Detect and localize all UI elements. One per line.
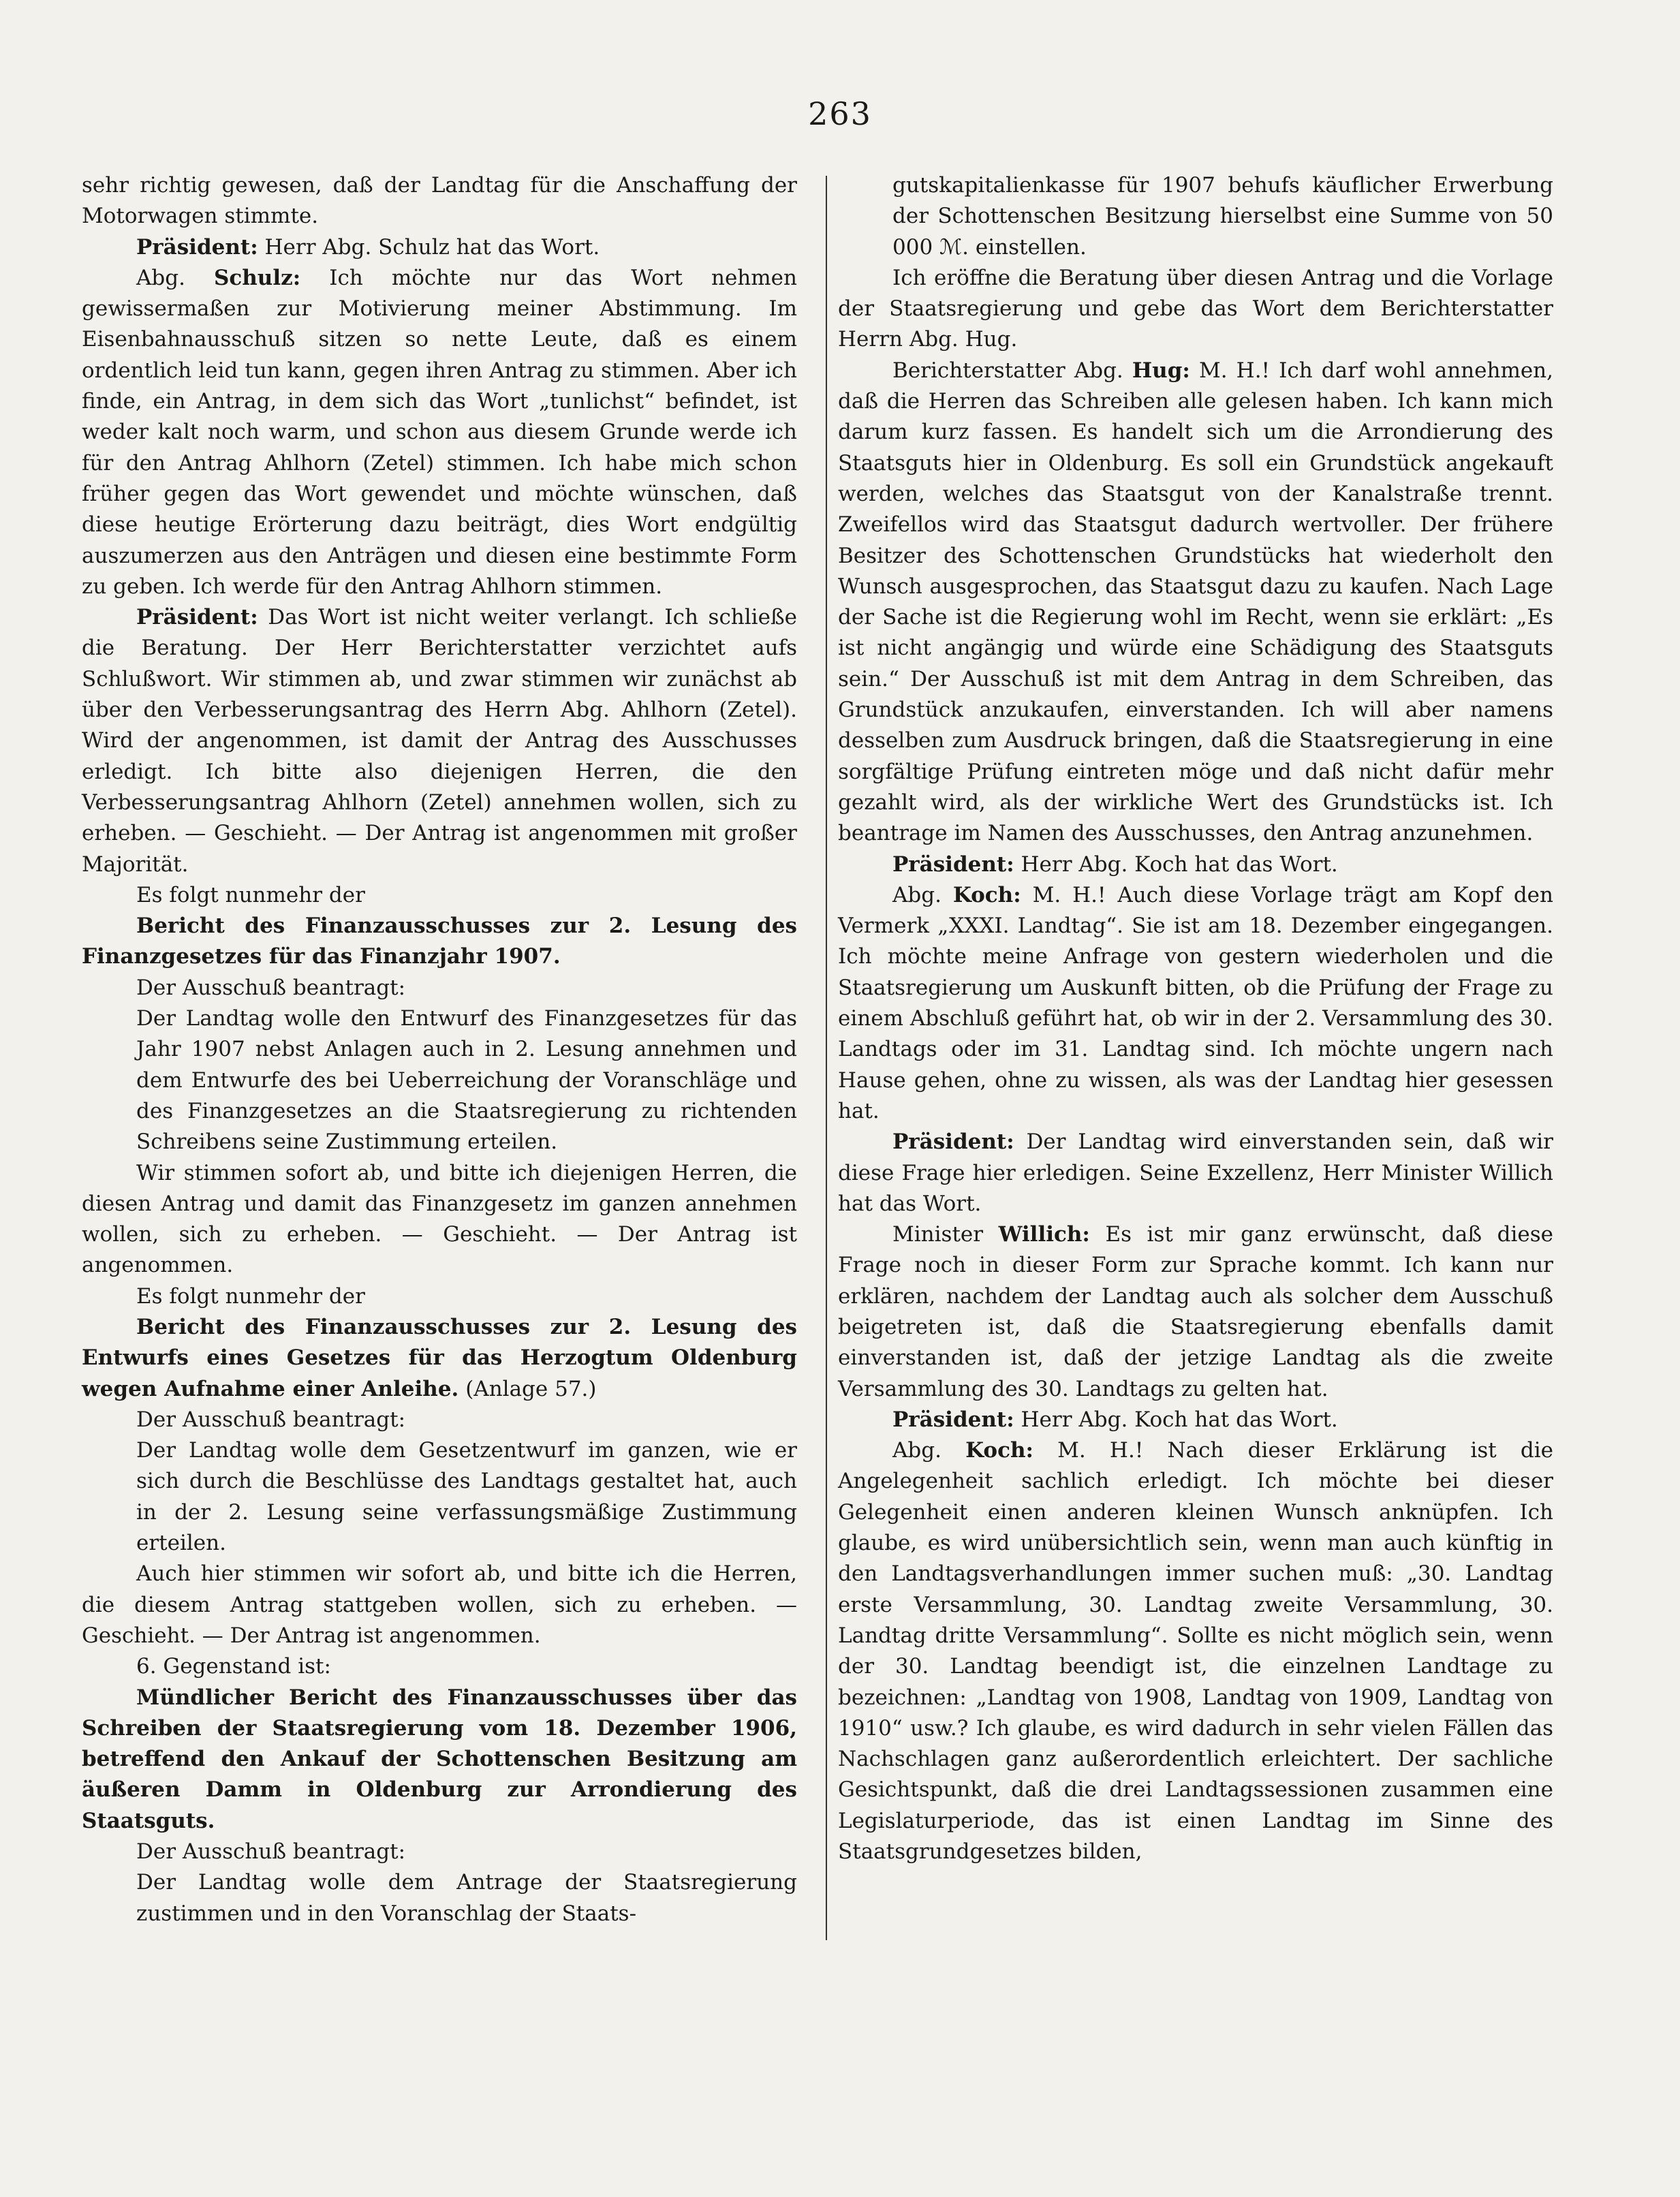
paragraph <box>838 850 1553 880</box>
paragraph <box>838 1219 1553 1405</box>
paragraph-text: gutskapitalienkasse für 1907 behufs käuflicher Erwerbung der Schottenschen Besitzung hierselbst eine Summe von 50 000 ℳ. einstellen. <box>892 173 1553 260</box>
paragraph-text: Der Landtag wird einverstanden sein, daß wir diese Frage hier erledigen. Seine Exzellenz, Herr Minister Willich hat das Wort. <box>838 1129 1553 1216</box>
speaker-role: Berichterstatter Abg. <box>892 358 1132 383</box>
paragraph-text: Das Wort ist nicht weiter verlangt. Ich schließe die Beratung. Der Herr Berichterstatter verzichtet aufs Schlußwort. Wir stimmen ab, und zwar stimmen wir zunächst ab über den Verbesserungsantrag des Herrn Abg. Ahlhorn (Zetel). Wird der angenommen, ist damit der Antrag des Ausschusses erledigt. Ich bitte also diejenigen Herren, die den Verbesserungsantrag Ahlhorn (Zetel) annehmen wollen, sich zu erheben. — Geschieht. — Der Antrag ist angenommen mit großer Majorität. <box>82 605 797 877</box>
paragraph-text: Wir stimmen sofort ab, und bitte ich diejenigen Herren, die diesen Antrag und damit das Finanzgesetz im ganzen annehmen wollen, sich zu erheben. — Geschieht. — Der Antrag ist angenommen. <box>82 1160 797 1278</box>
paragraph <box>82 880 797 911</box>
paragraph-text: Der Ausschuß beantragt: <box>136 1407 406 1432</box>
paragraph <box>838 880 1553 1127</box>
column-divider <box>826 176 827 1940</box>
page-number: 263 <box>808 95 872 132</box>
speaker-role: Abg. <box>892 882 953 907</box>
paragraph-text: Der Landtag wolle dem Antrage der Staatsregierung zustimmen und in den Voranschlag der Staats- <box>136 1870 797 1926</box>
paragraph <box>838 356 1553 850</box>
speaker-name: Präsident: <box>892 1129 1014 1155</box>
paragraph <box>82 1837 797 1867</box>
paragraph <box>82 911 797 973</box>
paragraph <box>82 170 797 232</box>
speaker-name: Präsident: <box>136 605 258 630</box>
paragraph-text: sehr richtig gewesen, daß der Landtag für die Anschaffung der Motorwagen stimmte. <box>82 173 797 229</box>
paragraph <box>838 170 1553 263</box>
paragraph <box>82 1405 797 1435</box>
agenda-heading: Mündlicher Bericht des Finanzausschusses über das Schreiben der Staatsregierung vom 18. Dezember 1906, betreffend den Ankauf der Schottenschen Besitzung am äußeren Damm in Oldenburg zur Arrondierung des Staatsguts. <box>82 1685 797 1833</box>
paragraph <box>838 1127 1553 1219</box>
paragraph-text: Es folgt nunmehr der <box>136 1283 365 1309</box>
paragraph-text: M. H.! Nach dieser Erklärung ist die Angelegenheit sachlich erledigt. Ich möchte bei dieser Gelegenheit einen anderen kleinen Wunsch anknüpfen. Ich glaube, es wird unübersichtlich sein, wenn man auch künftig in den Landtagsverhandlungen immer suchen muß: „30. Landtag erste Versammlung, 30. Landtag zweite Versammlung, 30. Landtag dritte Versammlung“. Sollte es nicht möglich sein, wenn der 30. Landtag beendigt ist, die einzelnen Landtage zu bezeichnen: „Landtag von 1908, Landtag von 1909, Landtag von 1910“ usw.? Ich glaube, es wird dadurch in sehr vielen Fällen das Nachschlagen ganz außerordentlich erleichtert. Der sachliche Gesichtspunkt, daß die drei Landtagssessionen zusammen eine Legislaturperiode, das ist einen Landtag im Sinne des Staatsgrundgesetzes bilden, <box>838 1438 1553 1865</box>
left-column <box>82 170 797 1929</box>
speaker-name: Koch: <box>952 882 1021 907</box>
paragraph-text: Es ist mir ganz erwünscht, daß diese Frage noch in dieser Form zur Sprache kommt. Ich kann nur erklären, nachdem der Landtag auch als solcher dem Ausschuß beigetreten ist, daß die Staatsregierung ebenfalls damit einverstanden ist, daß der jetzige Landtag als die zweite Versammlung des 30. Landtags zu gelten hat. <box>838 1222 1553 1401</box>
paragraph-text: Ich möchte nur das Wort nehmen gewissermaßen zur Motivierung meiner Abstimmung. Im Eisenbahnausschuß sitzen so nette Leute, daß es einem ordentlich leid tun kann, gegen ihren Antrag zu stimmen. Aber ich finde, ein Antrag, in dem sich das Wort „tunlichst“ befindet, ist weder kalt noch warm, und schon aus diesem Grunde werde ich für den Antrag Ahlhorn (Zetel) stimmen. Ich habe mich schon früher gegen das Wort gewendet und möchte wünschen, daß diese heutige Erörterung dazu beiträgt, dies Wort endgültig auszumerzen aus den Anträgen und diesen eine bestimmte Form zu geben. Ich werde für den Antrag Ahlhorn stimmen. <box>82 265 797 599</box>
paragraph <box>82 263 797 602</box>
agenda-heading: Bericht des Finanzausschusses zur 2. Lesung des Finanzgesetzes für das Finanzjahr 1907. <box>82 914 797 969</box>
speaker-role: Minister <box>892 1222 999 1247</box>
speaker-name: Hug: <box>1132 358 1190 383</box>
paragraph <box>82 1003 797 1157</box>
speaker-role: Abg. <box>892 1438 966 1463</box>
paragraph-text: Herr Abg. Schulz hat das Wort. <box>258 234 600 260</box>
agenda-heading: Bericht des Finanzausschusses zur 2. Lesung des Entwurfs eines Gesetzes für das Herzogtum Oldenburg wegen Aufnahme einer Anleihe. <box>82 1314 797 1401</box>
paragraph-text: M. H.! Ich darf wohl annehmen, daß die Herren das Schreiben alle gelesen haben. Ich kann mich darum kurz fassen. Es handelt sich um die Arrondierung des Staatsguts hier in Oldenburg. Es soll ein Grundstück angekauft werden, welches das Staatsgut von der Kanalstraße trennt. Zweifellos wird das Staatsgut dadurch wertvoller. Der frühere Besitzer des Schottenschen Grundstücks hat wiederholt den Wunsch ausgesprochen, das Staatsgut dazu zu kaufen. Nach Lage der Sache ist die Regierung wohl im Recht, wenn sie erklärt: „Es ist nicht angängig und würde eine Schädigung des Staatsguts sein.“ Der Ausschuß ist mit dem Antrag in dem Schreiben, das Grundstück anzukaufen, einverstanden. Ich will aber namens desselben zum Ausdruck bringen, daß die Staatsregierung in eine sorgfältige Prüfung eintreten möge und daß nicht dafür mehr gezahlt wird, als der wirkliche Wert des Grundstücks ist. Ich beantrage im Namen des Ausschusses, den Antrag anzunehmen. <box>838 358 1553 846</box>
speaker-name: Koch: <box>965 1438 1033 1463</box>
paragraph-text: Ich eröffne die Beratung über diesen Antrag und die Vorlage der Staatsregierung und gebe das Wort dem Berichterstatter Herrn Abg. Hug. <box>838 265 1553 352</box>
paragraph <box>82 232 797 263</box>
paragraph-text: M. H.! Auch diese Vorlage trägt am Kopf den Vermerk „XXXI. Landtag“. Sie ist am 18. Dezember eingegangen. Ich möchte meine Anfrage von gestern wiederholen und die Staatsregierung um Auskunft bitten, ob die Prüfung der Frage zu einem Abschluß geführt hat, ob wir in der 2. Versammlung des 30. Landtags oder im 31. Landtag sind. Ich möchte ungern nach Hause gehen, ohne zu wissen, als was der Landtag hier gesessen hat. <box>838 882 1553 1123</box>
paragraph <box>82 973 797 1003</box>
speaker-role: Abg. <box>136 265 214 290</box>
speaker-name: Schulz: <box>214 265 301 290</box>
speaker-name: Präsident: <box>892 1407 1014 1432</box>
paragraph <box>82 1559 797 1651</box>
paragraph <box>82 1158 797 1281</box>
paragraph-text: Herr Abg. Koch hat das Wort. <box>1014 852 1338 877</box>
paragraph <box>838 1435 1553 1867</box>
paragraph <box>82 1651 797 1682</box>
paragraph <box>82 1683 797 1837</box>
paragraph-text: 6. Gegenstand ist: <box>136 1654 331 1679</box>
paragraph-text: Herr Abg. Koch hat das Wort. <box>1014 1407 1338 1432</box>
paragraph <box>82 602 797 880</box>
paragraph <box>82 1312 797 1405</box>
paragraph-text: Der Landtag wolle dem Gesetzentwurf im ganzen, wie er sich durch die Beschlüsse des Landtags gestaltet hat, auch in der 2. Lesung seine verfassungsmäßige Zustimmung erteilen. <box>136 1438 797 1556</box>
speaker-name: Präsident: <box>892 852 1014 877</box>
paragraph <box>82 1867 797 1929</box>
paragraph <box>838 263 1553 356</box>
paragraph-text: Der Landtag wolle den Entwurf des Finanzgesetzes für das Jahr 1907 nebst Anlagen auch in 2. Lesung annehmen und dem Entwurfe des bei Ueberreichung der Voranschläge und des Finanzgesetzes an die Staatsregierung zu richtenden Schreibens seine Zustimmung erteilen. <box>136 1006 797 1155</box>
paragraph-text: Auch hier stimmen wir sofort ab, und bitte ich die Herren, die diesem Antrag stattgeben wollen, sich zu erheben. — Geschieht. — Der Antrag ist angenommen. <box>82 1561 797 1648</box>
speaker-name: Präsident: <box>136 234 258 260</box>
paragraph <box>82 1435 797 1559</box>
paragraph-text: Der Ausschuß beantragt: <box>136 1839 406 1865</box>
speaker-name: Willich: <box>998 1222 1090 1247</box>
right-column <box>838 170 1553 1867</box>
paragraph-text: Es folgt nunmehr der <box>136 882 365 907</box>
paragraph-text: (Anlage 57.) <box>458 1376 597 1401</box>
paragraph <box>82 1281 797 1312</box>
paragraph-text: Der Ausschuß beantragt: <box>136 975 406 1000</box>
paragraph <box>838 1405 1553 1435</box>
